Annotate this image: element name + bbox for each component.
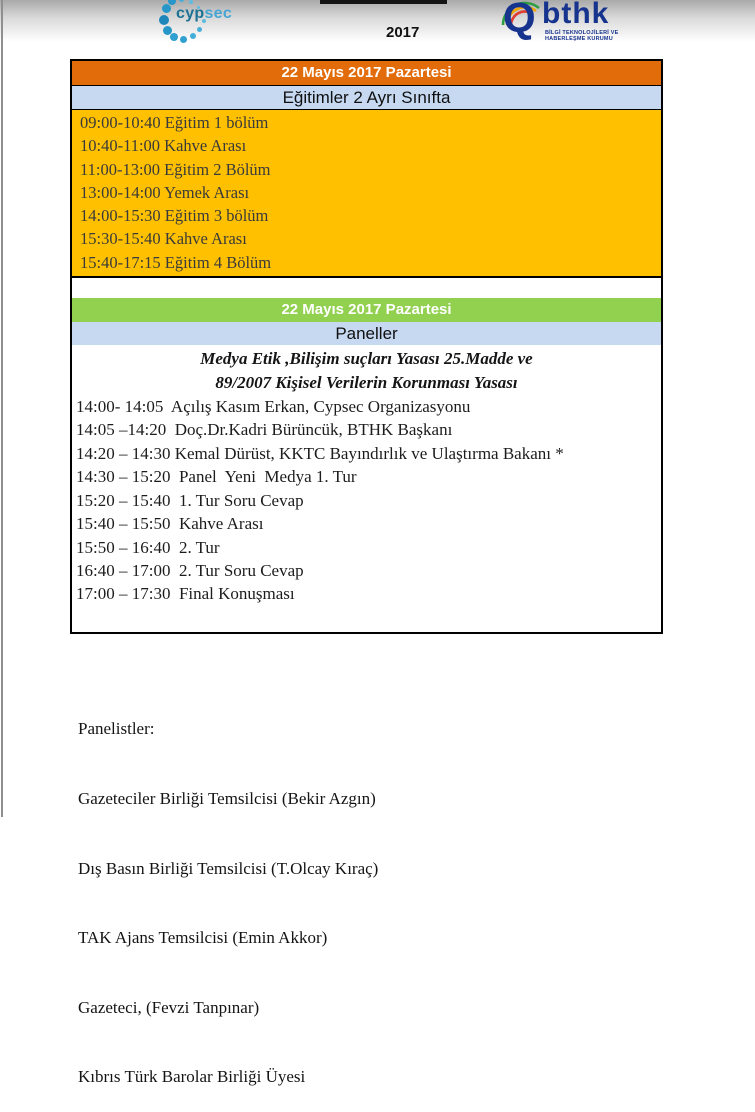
- cropped-top-bar: [320, 0, 447, 4]
- training-row: 14:00-15:30 Eğitim 3 bölüm: [80, 206, 269, 226]
- bthk-logo: [501, 1, 646, 45]
- cypsec-wordmark: cypsec: [176, 5, 233, 22]
- trainings-subtitle: Eğitimler 2 Ayrı Sınıfta: [72, 86, 661, 110]
- panel-row: 15:50 – 16:40 2. Tur: [76, 537, 220, 557]
- panelist-item: TAK Ajans Temsilcisi (Emin Akkor): [78, 928, 328, 948]
- page-left-edge: [1, 0, 3, 817]
- panelists-title: Panelistler:: [78, 719, 155, 739]
- panel-row: 14:30 – 15:20 Panel Yeni Medya 1. Tur: [76, 467, 357, 487]
- training-row: 15:30-15:40 Kahve Arası: [80, 229, 247, 249]
- panelist-item: Dış Basın Birliği Temsilcisi (T.Olcay Kıraç): [78, 858, 379, 878]
- panelists-list: [78, 671, 378, 1112]
- panels-date-header: 22 Mayıs 2017 Pazartesi: [72, 298, 661, 322]
- cypsec-logo: [150, 0, 270, 46]
- panel-row: 14:00- 14:05 Açılış Kasım Erkan, Cypsec Organizasyonu: [76, 397, 471, 417]
- panel-row: 16:40 – 17:00 2. Tur Soru Cevap: [76, 560, 304, 580]
- panel-row: 14:20 – 14:30 Kemal Dürüst, KKTC Bayındırlık ve Ulaştırma Bakanı *: [76, 443, 564, 463]
- year-label: 2017: [386, 24, 420, 41]
- panel-row: 17:00 – 17:30 Final Konuşması: [76, 584, 295, 604]
- training-row: 11:00-13:00 Eğitim 2 Bölüm: [80, 159, 271, 179]
- panel-row: 15:20 – 15:40 1. Tur Soru Cevap: [76, 490, 304, 510]
- bthk-caption: BİLGİ TEKNOLOJİLERİ VE HABERLEŞME KURUMU: [545, 30, 619, 42]
- schedule-table: [70, 59, 663, 634]
- trainings-rows: [72, 110, 661, 278]
- panelist-item: Gazeteciler Birliği Temsilcisi (Bekir Azgın): [78, 789, 376, 809]
- panels-subtitle: Paneller: [72, 322, 661, 345]
- training-row: 15:40-17:15 Eğitim 4 Bölüm: [80, 252, 272, 272]
- training-row: 13:00-14:00 Yemek Arası: [80, 182, 250, 202]
- panel-topic-line2: 89/2007 Kişisel Verilerin Korunması Yasası: [215, 373, 518, 393]
- panels-rows: [72, 347, 661, 606]
- panel-row: 14:05 –14:20 Doç.Dr.Kadri Bürüncük, BTHK Başkanı: [76, 420, 453, 440]
- trainings-date-header: 22 Mayıs 2017 Pazartesi: [72, 61, 661, 86]
- training-row: 09:00-10:40 Eğitim 1 bölüm: [80, 113, 269, 132]
- panelist-item: Gazeteci, (Fevzi Tanpınar): [78, 997, 260, 1017]
- panel-topic-line1: Medya Etik ,Bilişim suçları Yasası 25.Madde ve: [200, 349, 533, 369]
- panel-row: 15:40 – 15:50 Kahve Arası: [76, 514, 264, 534]
- bthk-name: bthk: [542, 0, 610, 30]
- bthk-q-icon: Q: [503, 0, 536, 41]
- table-spacer-row: [72, 278, 661, 298]
- training-row: 10:40-11:00 Kahve Arası: [80, 136, 247, 156]
- panelist-item: Kıbrıs Türk Barolar Birliği Üyesi: [78, 1067, 306, 1087]
